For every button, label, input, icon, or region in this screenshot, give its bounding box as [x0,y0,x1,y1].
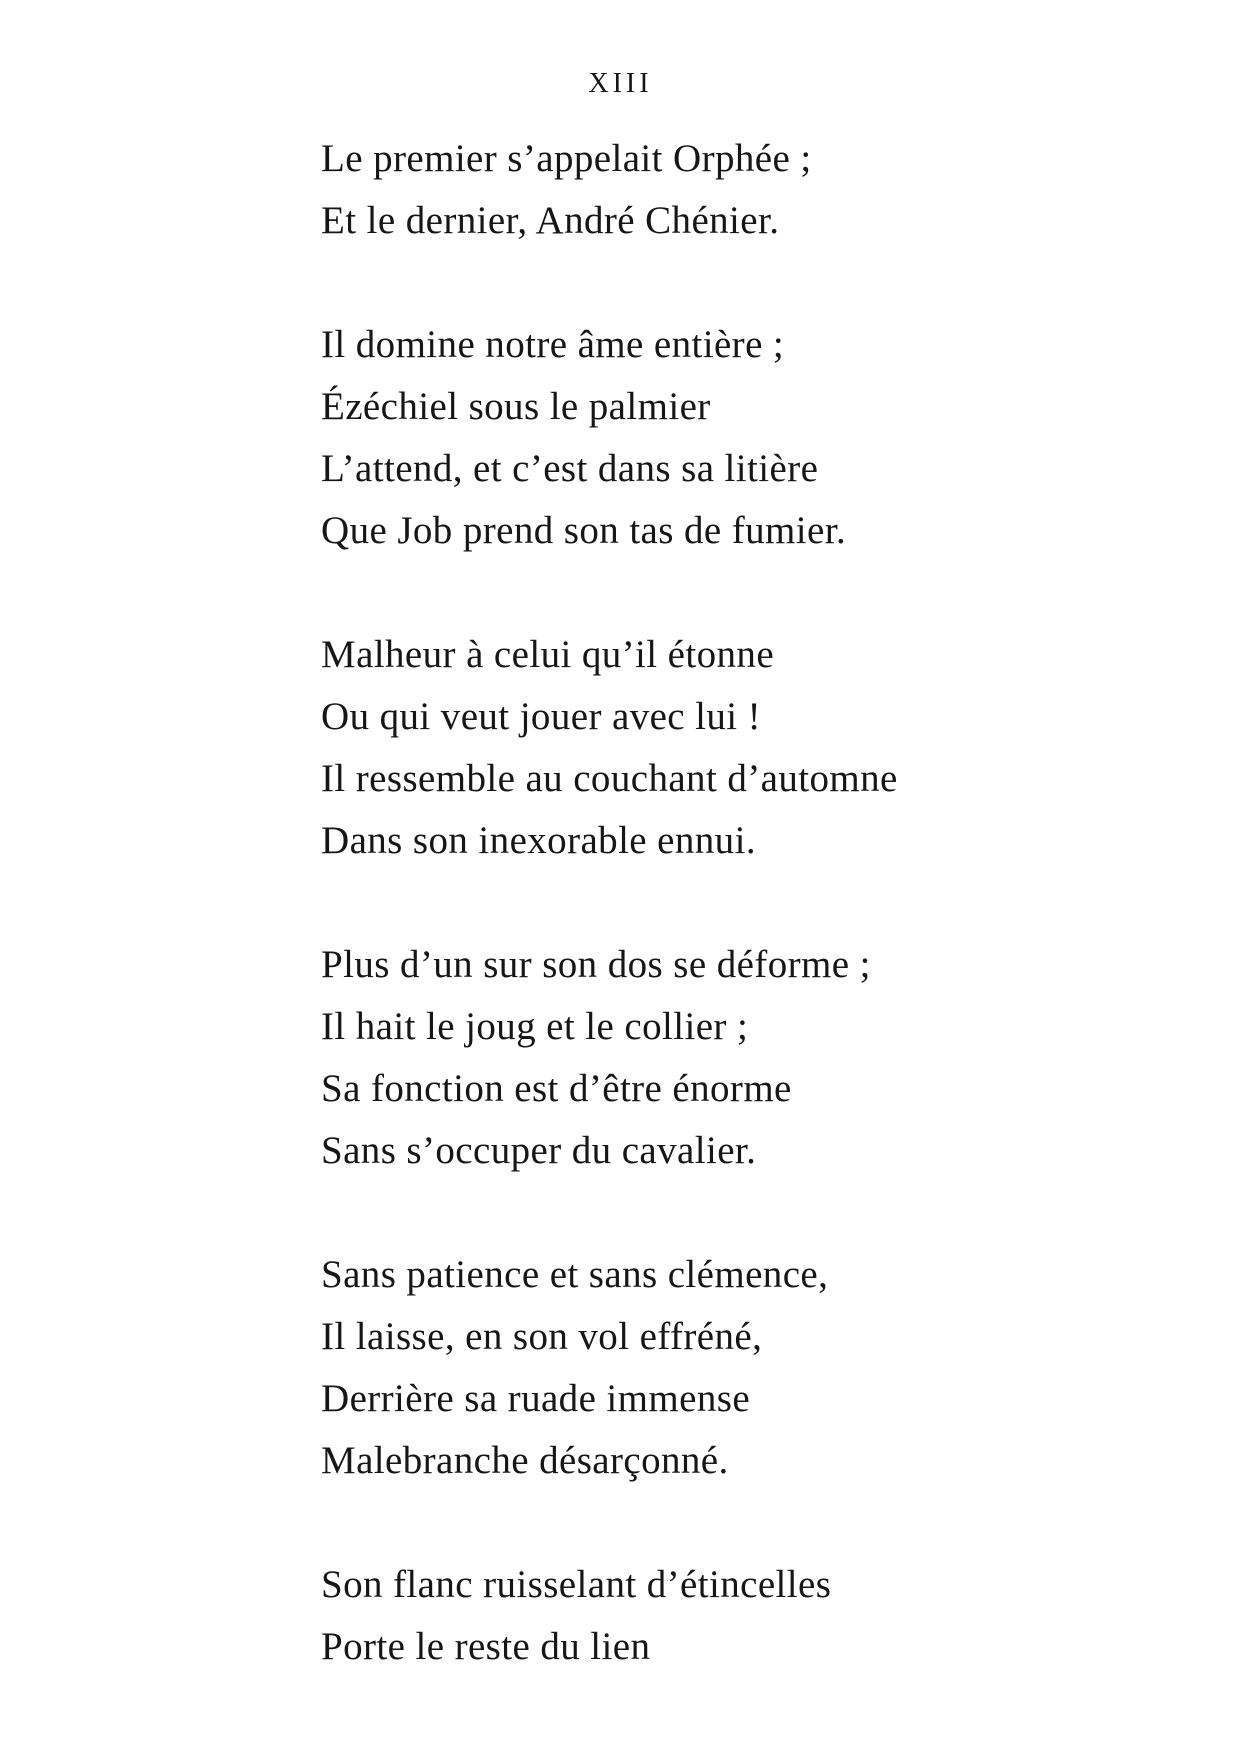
verse-line: Ou qui veut jouer avec lui ! [321,695,762,738]
page-number: XIII [588,68,653,99]
verse-line: Le premier s’appelait Orphée ; [321,137,812,180]
poem [321,128,1121,1740]
verse-line: Ézéchiel sous le palmier [321,385,711,428]
verse-line: L’attend, et c’est dans sa litière [321,447,819,490]
stanza-2 [321,314,1121,562]
verse-line: Il ressemble au couchant d’automne [321,757,898,800]
verse-line: Il domine notre âme entière ; [321,323,785,366]
verse-line: Derrière sa ruade immense [321,1377,751,1420]
stanza-3 [321,624,1121,872]
verse-line: Que Job prend son tas de fumier. [321,509,847,552]
verse-line: Malheur à celui qu’il étonne [321,633,775,676]
verse-line: Malebranche désarçonné. [321,1439,729,1482]
verse-line: Il laisse, en son vol effréné, [321,1315,763,1358]
verse-line: Plus d’un sur son dos se déforme ; [321,943,871,986]
stanza-1 [321,128,1121,252]
verse-line: Et le dernier, André Chénier. [321,199,780,242]
verse-line: Dans son inexorable ennui. [321,819,756,862]
stanza-5 [321,1244,1121,1492]
stanza-4 [321,934,1121,1182]
verse-line: Sa fonction est d’être énorme [321,1067,792,1110]
verse-line: Son flanc ruisselant d’étincelles [321,1563,832,1606]
verse-line: Il hait le joug et le collier ; [321,1005,749,1048]
stanza-6 [321,1554,1121,1678]
verse-line: Sans patience et sans clémence, [321,1253,829,1296]
verse-line: Sans s’occuper du cavalier. [321,1129,757,1172]
verse-line: Porte le reste du lien [321,1625,651,1668]
